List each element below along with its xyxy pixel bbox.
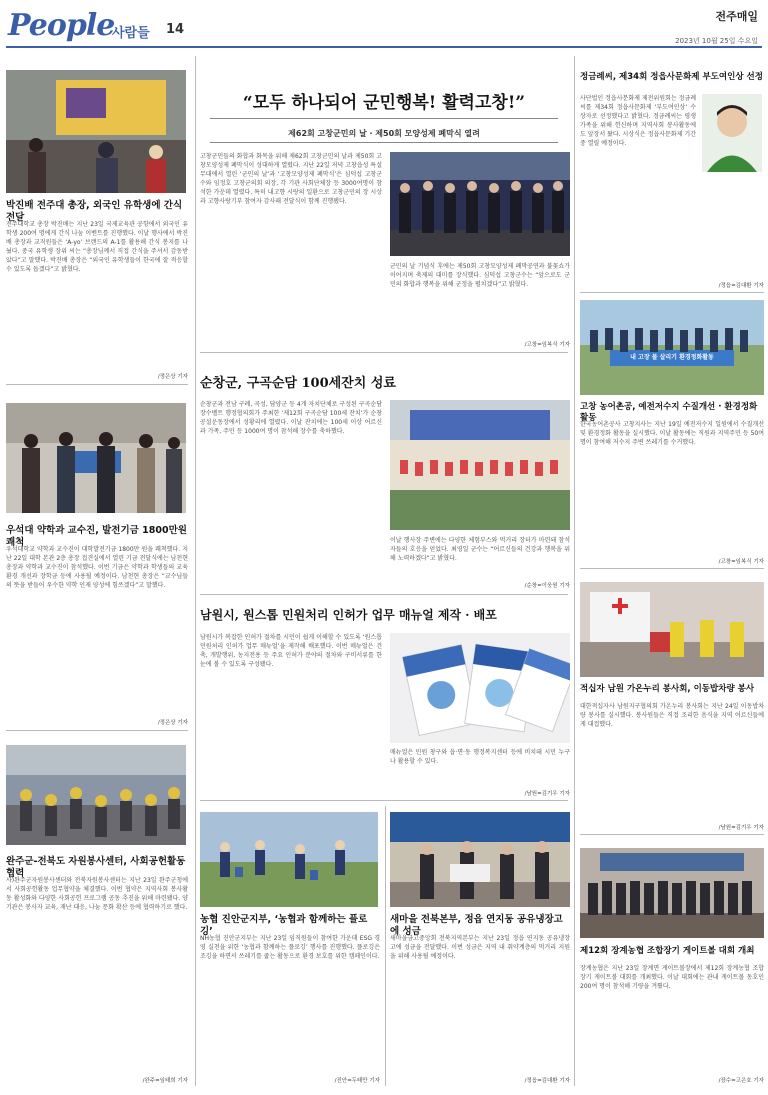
photo-banner-text: 내 고장 물 살리기 환경정화활동 <box>630 354 714 361</box>
photo-redcross-food-truck <box>580 582 764 677</box>
article-body-continued: 매뉴얼은 민원 창구와 읍·면·동 행정복지센터 등에 비치돼 시민 누구나 활용할 수 있다. <box>390 749 570 765</box>
header-rule <box>6 46 762 48</box>
article-body: 한국농어촌공사 고창지사는 지난 19일 예전저수지 일원에서 수질개선 및 환경정화 활동을 실시했다. 이날 활동에는 직원과 지역주민 등 50여 명이 참여해 저수지 주변 쓰레기를 수거했다. <box>580 421 764 446</box>
article-body: 전주대학교 총장 박진배는 지난 23일 국제교육관 공항에서 외국인 유학생 200여 명에게 간식 나눔 이벤트를 진행했다. 이날 행사에서 박진배 총장과 교직원들은 ‘A-yo’ 브랜드의 A-1를 활용해 간식 봉지를 나눴다. 중국 유학생 장위 씨는 “총장님께서 직접 간식을 주셔서 감동받았다”고 말했다. 박진배 총장은 “외국인 유학생들이 한국에 잘 적응할 수 있도록 돕겠다”고 밝혔다. <box>6 221 188 273</box>
page-number: 14 <box>166 22 185 37</box>
divider <box>200 352 568 353</box>
article-body: 사단법인 정읍사문화제 제전위원회는 정금례씨를 제34회 정읍사문화제 ‘부도여인상’ 수상자로 선정했다고 밝혔다. 정금례씨는 평생 가족을 위해 헌신하며 지역사회 봉사활동에도 앞장서 왔다. 시상식은 정읍사문화제 기간 중 열릴 예정이다. <box>580 95 696 147</box>
photo-centenarian-party <box>390 400 570 530</box>
article-title: 고창 농어촌공, 예전저수지 수질개선 · 환경정화 활동 <box>580 402 758 423</box>
photo-plogging <box>200 812 378 907</box>
article-body: 대한적십자사 남원지구협의회 가온누리 봉사회는 지난 24일 이동밥차량 봉사를 실시했다. 봉사원들은 직접 조리한 음식을 지역 어르신들에게 대접했다. <box>580 703 764 728</box>
article-body-continued: 이날 행사장 주변에는 다양한 체험부스와 먹거리 장터가 마련돼 참석자들의 호응을 얻었다. 최영일 군수는 “어르신들의 건강과 행복을 위해 노력하겠다”고 밝혔다. <box>390 537 570 562</box>
byline: /고창=임복식 기자 <box>524 342 570 348</box>
byline: /정은상 기자 <box>157 720 188 726</box>
byline: /완주=임태희 기자 <box>142 1078 188 1084</box>
article-title: 농협 진안군지부, ‘농협과 함께하는 플로깅’ <box>200 914 368 937</box>
newspaper-brand: 전주매일 <box>715 10 758 23</box>
byline: /남원=김기우 기자 <box>524 791 570 797</box>
divider <box>6 384 188 385</box>
divider <box>200 594 568 595</box>
lead-body: 고창군민들의 화합과 화목을 위해 제62회 고창군민의 날과 제50회 고창모양성제 폐막식이 성대하게 열렸다. 지난 22일 저녁 고창읍성 특설무대에서 열린 ‘군민의 날’과 ‘고창모양성제 폐막식’은 심덕섭 고창군수와 임정호 고창군의회 의장, 각 기관 사회단체장 등 3000여명이 참석한 가운데 열렸다. 특히 내고향 시랑의 일환으로 고창군민의 장 시상과 고향사랑기부 참여자 감사패 전달식이 함께 진행됐다. <box>200 153 382 205</box>
headline-rule <box>210 118 558 119</box>
article-title: 새마을 전북본부, 정읍 연지동 공유냉장고에 성금 <box>390 914 563 937</box>
lead-subtitle: 제62회 고창군민의 날 · 제50회 모양성제 폐막식 열려 <box>288 129 480 138</box>
article-title: 완주군-전북도 자원봉사센터, 사회공헌활동 협력 <box>6 856 186 879</box>
article-title: 박진배 전주대 총장, 외국인 유학생에 간식 전달 <box>6 200 183 223</box>
section-title-korean: 사람들 <box>112 26 150 41</box>
lead-headline: “모두 하나되어 군민행복! 활력고창!” <box>242 93 526 113</box>
byline: /정읍=김대환 기자 <box>524 1078 570 1084</box>
article-body: 장계농협은 지난 23일 장계면 게이트볼장에서 제12회 장계농협 조합장기 게이트볼 대회를 개최했다. 이날 대회에는 관내 게이트볼 동호인 200여 명이 참석해 기량을 겨뤘다. <box>580 965 764 990</box>
divider <box>580 568 764 569</box>
photo-county-day <box>390 152 570 256</box>
divider <box>200 800 568 801</box>
section-title: People <box>8 8 115 43</box>
photo-gateball-tournament <box>580 848 764 938</box>
byline: /정읍=김대환 기자 <box>718 283 764 289</box>
article-body: NH농협 진안군지부는 지난 23일 임직원들이 참여한 가운데 ESG 경영 실천을 위한 ‘농협과 함께하는 플로깅’ 행사를 진행했다. 플로깅은 조깅을 하면서 쓰레기를 줍는 활동으로 환경 보호를 위한 캠페인이다. <box>200 935 380 960</box>
article-title: 정금례씨, 제34회 정읍사문화제 부도여인상 선정 <box>580 72 763 82</box>
column-divider <box>574 56 575 1086</box>
byline: /순창=이웅원 기자 <box>524 583 570 589</box>
photo-reservoir-cleanup <box>580 300 764 395</box>
byline: /남원=김기우 기자 <box>718 825 764 831</box>
article-title: 순창군, 구곡순담 100세잔치 성료 <box>200 376 396 391</box>
lead-body-continued: 군민의 날 기념식 후에는 제50회 고창모양성제 폐막공연과 불꽃쇼가 이어지며 축제의 대미를 장식했다. 심덕섭 고창군수는 “앞으로도 군민의 화합과 행복을 위해 군정을 펼치겠다”고 밝혔다. <box>390 263 570 288</box>
article-title: 우석대 약학과 교수진, 발전기금 1800만원 쾌척 <box>6 525 187 548</box>
photo-international-students <box>6 70 186 193</box>
article-title: 제12회 장계농협 조합장기 게이트볼 대회 개최 <box>580 946 755 956</box>
photo-saemaeul-donation <box>390 812 570 907</box>
article-title: 적십자 남원 가온누리 봉사회, 이동밥차량 봉사 <box>580 684 755 694</box>
article-body: 남원시가 복잡한 인허가 절차를 시민이 쉽게 이해할 수 있도록 ‘원스톱 민원처리 인허가 업무 매뉴얼’을 제작해 배포했다. 이번 매뉴얼은 건축, 개발행위, 농지전용 등 주요 인허가 분야의 절차와 구비서류를 한눈에 볼 수 있도록 구성됐다. <box>200 634 382 668</box>
divider <box>580 292 764 293</box>
article-body: 새마을금고중앙회 전북지역본부는 지난 23일 정읍 연지동 공유냉장고에 성금을 전달했다. 이번 성금은 지역 내 취약계층의 먹거리 지원을 위해 사용될 예정이다. <box>390 935 570 960</box>
column-divider <box>195 56 196 1086</box>
article-body: 순창군과 전남 구례, 곡성, 담양군 등 4개 자치단체로 구성된 구곡순담장수벨트 행정협의회가 주최한 ‘제12회 구곡순담 100세 잔치’가 순창 공설운동장에서 성황리에 열렸다. 이날 잔치에는 100세 이상 어르신과 가족, 주민 등 1000여 명이 참석해 장수를 축하했다. <box>200 401 382 435</box>
photo-volunteer-center <box>6 745 186 845</box>
photo-manual-booklets <box>390 633 570 743</box>
byline: /고창=임복식 기자 <box>718 559 764 565</box>
issue-date: 2023년 10월 25일 수요일 <box>675 37 758 45</box>
article-body: 사)완주군자원봉사센터와 전북자원봉사센터는 지난 23일 완주군청에서 사회공헌활동 업무협약을 체결했다. 이번 협약은 지역사회 봉사활동 활성화와 다양한 사회공헌 프로그램 공동 추진을 위해 마련됐다. 양 기관은 봉사자 교육, 재난 대응, 나눔 문화 확산 등에 협력하기로 했다. <box>6 877 188 911</box>
article-title: 남원시, 원스톱 민원처리 인허가 업무 매뉴얼 제작 · 배포 <box>200 608 497 622</box>
byline: /장수=고은호 기자 <box>718 1078 764 1084</box>
photo-woosuk-donation <box>6 403 186 513</box>
byline: /정은상 기자 <box>157 374 188 380</box>
headline-rule <box>210 142 558 143</box>
divider <box>580 834 764 835</box>
article-body: 우석대학교 약학과 교수진이 대학발전기금 1800만 원을 쾌척했다. 지난 22일 대학 본관 2층 총장 접견실에서 열린 기금 전달식에는 남천현 총장과 약학과 교수진이 참석했다. 이번 기금은 약학과 학생들의 교육환경 개선과 장학금 등에 사용될 예정이다. 남천현 총장은 “교수님들의 뜻을 받들어 우수한 약학 인재 양성에 힘쓰겠다”고 말했다. <box>6 546 188 589</box>
column-divider <box>385 806 386 1086</box>
divider <box>6 730 188 731</box>
photo-portrait <box>702 94 762 172</box>
byline: /진안=두태만 기자 <box>334 1078 380 1084</box>
